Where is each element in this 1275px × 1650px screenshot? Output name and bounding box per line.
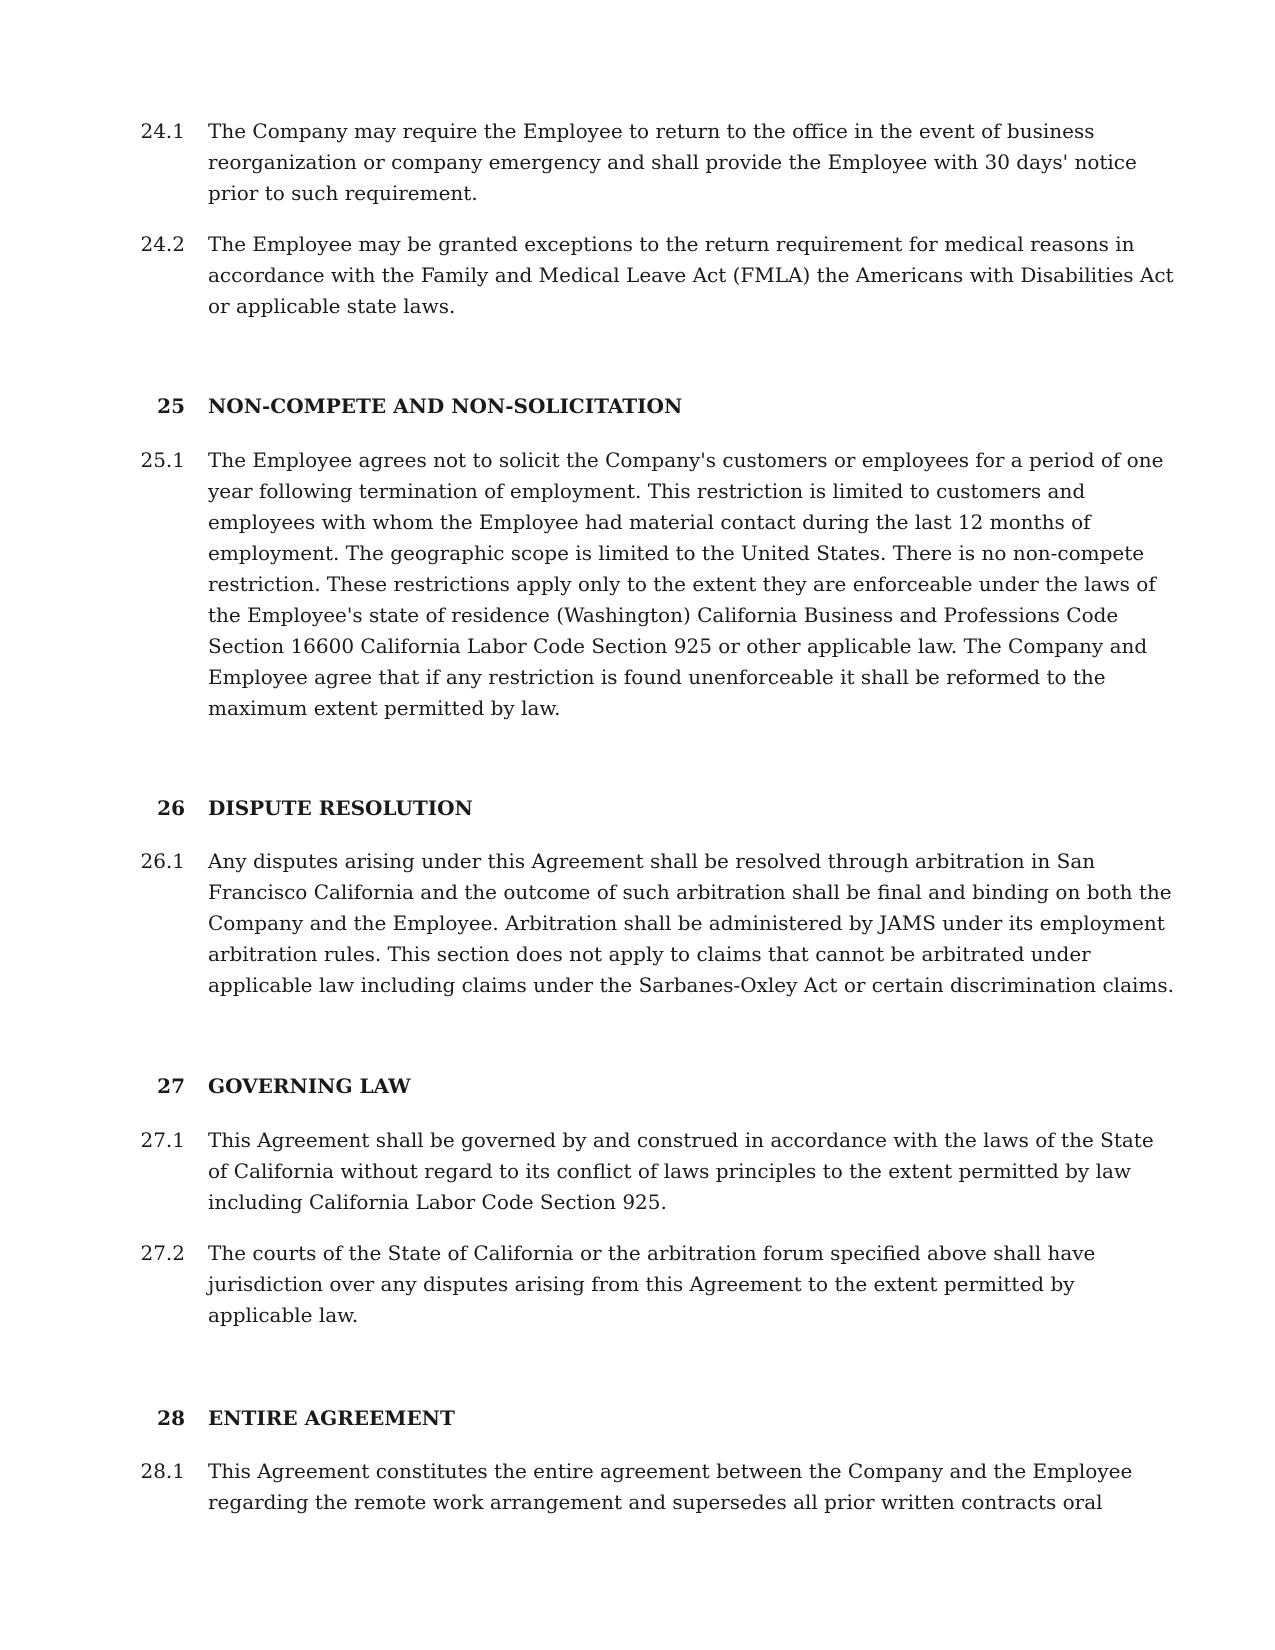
clause-line: This Agreement constitutes the entire agreement between the Company and the Employee (208, 1459, 1133, 1483)
clause-number: 25.1 (140, 448, 185, 472)
clause-number: 27.2 (140, 1241, 185, 1265)
section-title: DISPUTE RESOLUTION (208, 796, 473, 820)
clause-line: The Employee may be granted exceptions to the return requirement for medical reasons in (208, 232, 1135, 256)
section-number: 26 (157, 796, 185, 820)
clause-line: year following termination of employment. This restriction is limited to customers and (208, 479, 1086, 503)
clause-number: 28.1 (140, 1459, 185, 1483)
clause-line: accordance with the Family and Medical Leave Act (FMLA) the Americans with Disabilities Act (208, 263, 1174, 287)
clause-line: Any disputes arising under this Agreement shall be resolved through arbitration in San (208, 849, 1096, 873)
clause-line: the Employee's state of residence (Washington) California Business and Professions Code (208, 603, 1119, 627)
clause-line: Francisco California and the outcome of such arbitration shall be final and binding on both the (208, 880, 1172, 904)
section-number: 25 (157, 394, 185, 418)
clause-number: 24.1 (140, 119, 185, 143)
clause-number: 26.1 (140, 849, 185, 873)
clause-line: The Employee agrees not to solicit the Company's customers or employees for a period of one (208, 448, 1164, 472)
clause-line: applicable law including claims under the Sarbanes-Oxley Act or certain discrimination claims. (208, 973, 1174, 997)
clause-line: restriction. These restrictions apply only to the extent they are enforceable under the laws of (208, 572, 1156, 596)
clause-line: The courts of the State of California or the arbitration forum specified above shall have (208, 1241, 1096, 1265)
clause-number: 24.2 (140, 232, 185, 256)
clause-line: employees with whom the Employee had material contact during the last 12 months of (208, 510, 1091, 534)
clause-line: Employee agree that if any restriction is found unenforceable it shall be reformed to the (208, 665, 1106, 689)
section-title: GOVERNING LAW (208, 1074, 411, 1098)
section-title: ENTIRE AGREEMENT (208, 1406, 455, 1430)
clause-line: This Agreement shall be governed by and construed in accordance with the laws of the State (208, 1128, 1154, 1152)
clause-line: including California Labor Code Section 925. (208, 1190, 667, 1214)
clause-text (208, 846, 1174, 1001)
clause-line: applicable law. (208, 1303, 359, 1327)
clause-text (208, 1125, 1154, 1218)
clause-line: reorganization or company emergency and shall provide the Employee with 30 days' notice (208, 150, 1137, 174)
clause-text (208, 229, 1174, 322)
section-title: NON-COMPETE AND NON-SOLICITATION (208, 394, 683, 418)
clause-line: The Company may require the Employee to return to the office in the event of business (208, 119, 1095, 143)
clause-line: Company and the Employee. Arbitration shall be administered by JAMS under its employment (208, 911, 1165, 935)
clause-text (208, 1238, 1138, 1331)
clause-line: jurisdiction over any disputes arising from this Agreement to the extent permitted by (208, 1272, 1075, 1296)
clause-number: 27.1 (140, 1128, 185, 1152)
clause-line: or applicable state laws. (208, 294, 456, 318)
clause-text (208, 116, 1138, 209)
section-number: 28 (157, 1406, 185, 1430)
section-number: 27 (157, 1074, 185, 1098)
clause-text (208, 445, 1164, 724)
clause-line: arbitration rules. This section does not apply to claims that cannot be arbitrated under (208, 942, 1091, 966)
clause-line: regarding the remote work arrangement and supersedes all prior written contracts oral (208, 1490, 1103, 1514)
clause-line: of California without regard to its conflict of laws principles to the extent permitted by law (208, 1159, 1132, 1183)
clause-line: employment. The geographic scope is limited to the United States. There is no non-compete (208, 541, 1145, 565)
clause-line: Section 16600 California Labor Code Section 925 or other applicable law. The Company and (208, 634, 1148, 658)
clause-line: maximum extent permitted by law. (208, 696, 561, 720)
clause-line: prior to such requirement. (208, 181, 478, 205)
clause-text (208, 1456, 1138, 1518)
